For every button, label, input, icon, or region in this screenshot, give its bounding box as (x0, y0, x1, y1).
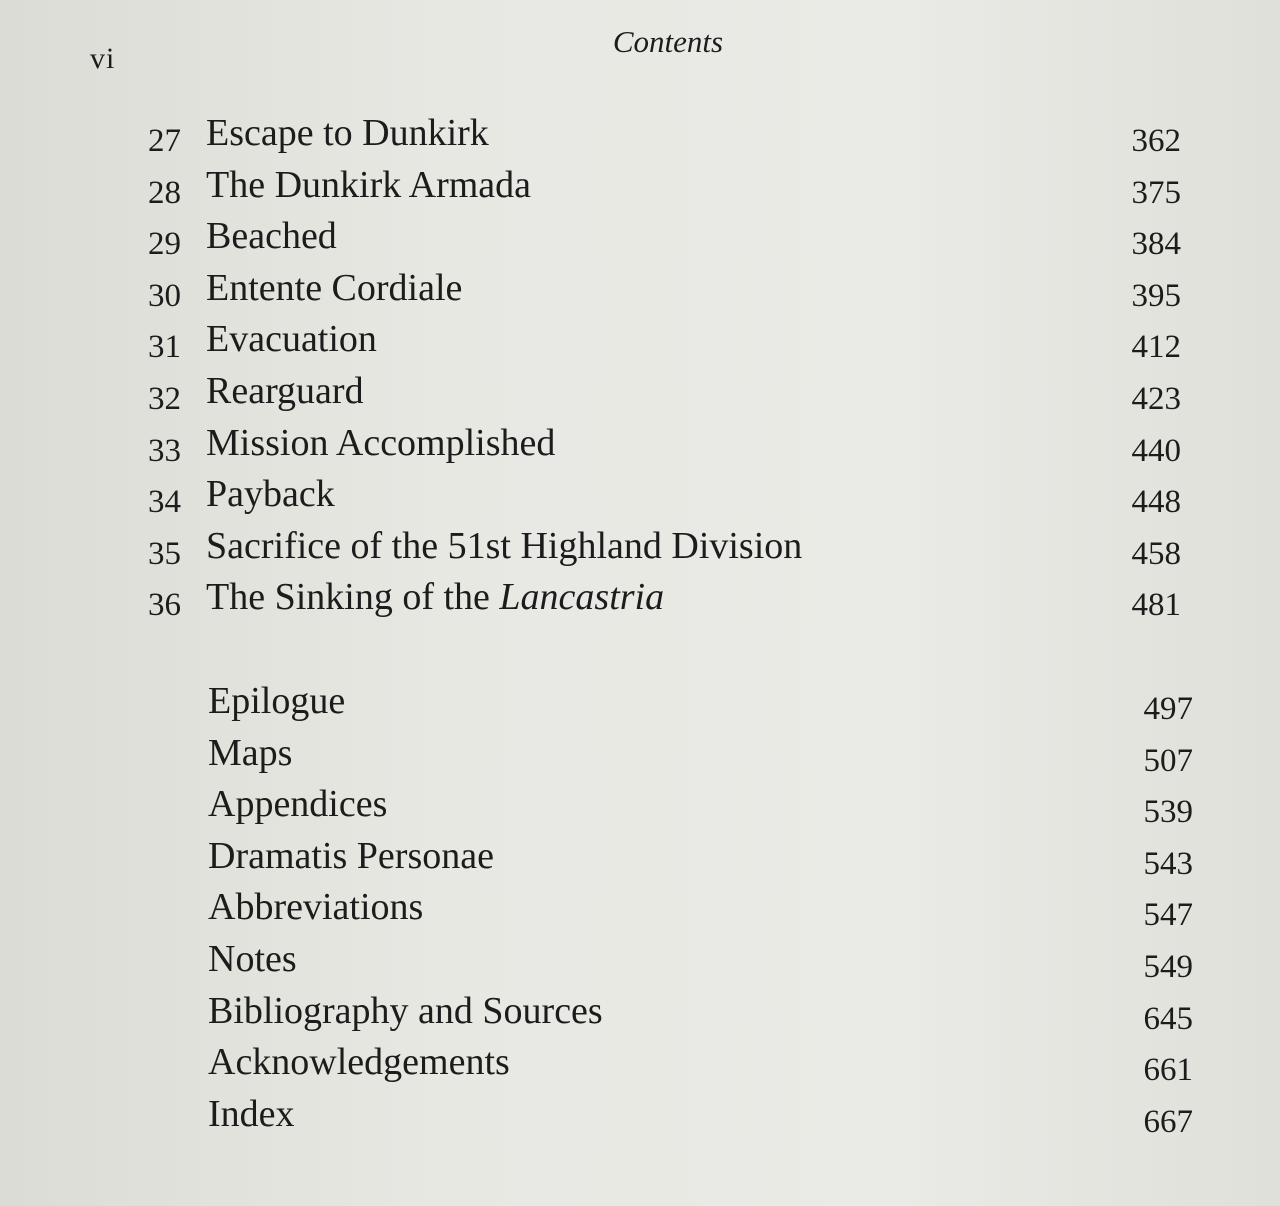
chapter-title: Escape to Dunkirk (206, 112, 489, 154)
chapter-title: Entente Cordiale (206, 266, 463, 309)
chapter-page: 362 (1131, 123, 1181, 159)
back-matter-title: Maps (208, 731, 293, 774)
chapter-entry (148, 263, 1193, 315)
chapter-entry (148, 469, 1193, 521)
back-matter-title: Bibliography and Sources (208, 989, 603, 1032)
chapter-page: 458 (1131, 535, 1181, 572)
chapter-title (206, 572, 664, 624)
back-matter-entry (148, 986, 1193, 1038)
chapter-title: Mission Accomplished (206, 421, 556, 464)
back-matter-page: 507 (1143, 742, 1193, 779)
chapter-entry (148, 366, 1193, 418)
chapter-page: 395 (1131, 277, 1181, 314)
back-matter-title: Abbreviations (208, 886, 424, 929)
chapter-entry (148, 418, 1193, 470)
chapter-title: Beached (206, 215, 337, 258)
back-matter-page: 497 (1143, 690, 1193, 727)
back-matter-title: Epilogue (208, 679, 346, 722)
back-matter-entry (148, 882, 1193, 934)
back-matter-entry (148, 1037, 1193, 1089)
ship-name: Lancastria (499, 576, 665, 619)
running-title: Contents (612, 24, 724, 59)
chapter-title: Payback (206, 473, 335, 516)
back-matter-title: Notes (208, 937, 297, 980)
back-matter-page: 549 (1143, 948, 1193, 985)
chapter-number: 35 (148, 535, 181, 572)
chapter-page: 423 (1131, 380, 1181, 417)
chapter-number: 34 (148, 484, 181, 521)
back-matter-entry (148, 831, 1193, 883)
chapter-number: 32 (148, 380, 181, 417)
back-matter-page: 645 (1143, 1000, 1193, 1037)
chapter-title: The Dunkirk Armada (206, 163, 532, 206)
chapter-number: 27 (148, 123, 181, 159)
chapter-number: 36 (148, 587, 181, 624)
chapter-number: 29 (148, 226, 181, 263)
chapter-title: Rearguard (206, 369, 364, 412)
chapter-title: Evacuation (206, 318, 377, 361)
chapter-number: 28 (148, 174, 181, 211)
back-matter-entry (148, 779, 1193, 831)
chapter-title: Sacrifice of the 51st Highland Division (206, 524, 803, 567)
chapter-page: 412 (1131, 329, 1181, 366)
page-number: vi (90, 42, 116, 75)
back-matter-entry (148, 676, 1193, 728)
chapter-page: 448 (1131, 484, 1181, 521)
table-of-contents (148, 108, 1193, 1140)
chapter-number: 30 (148, 277, 181, 314)
chapter-entry (148, 521, 1193, 573)
back-matter-page: 547 (1143, 897, 1193, 934)
chapter-entry (148, 108, 1193, 160)
chapter-entry (148, 314, 1193, 366)
back-matter-page: 667 (1143, 1103, 1193, 1140)
chapter-entry (148, 160, 1193, 212)
back-matter-entry (148, 1089, 1193, 1141)
chapter-number: 33 (148, 432, 181, 469)
back-matter-page: 661 (1143, 1052, 1193, 1089)
back-matter-title: Index (208, 1092, 295, 1135)
back-matter-page: 543 (1143, 845, 1193, 882)
back-matter-page: 539 (1143, 794, 1193, 831)
back-matter-entry (148, 728, 1193, 780)
chapter-number: 31 (148, 329, 181, 366)
chapter-entry (148, 211, 1193, 263)
back-matter-title: Acknowledgements (208, 1041, 510, 1084)
back-matter-title: Appendices (208, 783, 388, 826)
back-matter-entry (148, 934, 1193, 986)
chapter-title-prefix: The Sinking of the (206, 576, 500, 619)
chapter-page: 384 (1131, 226, 1181, 263)
chapter-page: 440 (1131, 432, 1181, 469)
chapter-entry (148, 572, 1193, 624)
section-gap (148, 624, 1193, 676)
back-matter-title: Dramatis Personae (208, 834, 494, 877)
chapter-page: 481 (1131, 587, 1181, 624)
chapter-page: 375 (1131, 174, 1181, 211)
